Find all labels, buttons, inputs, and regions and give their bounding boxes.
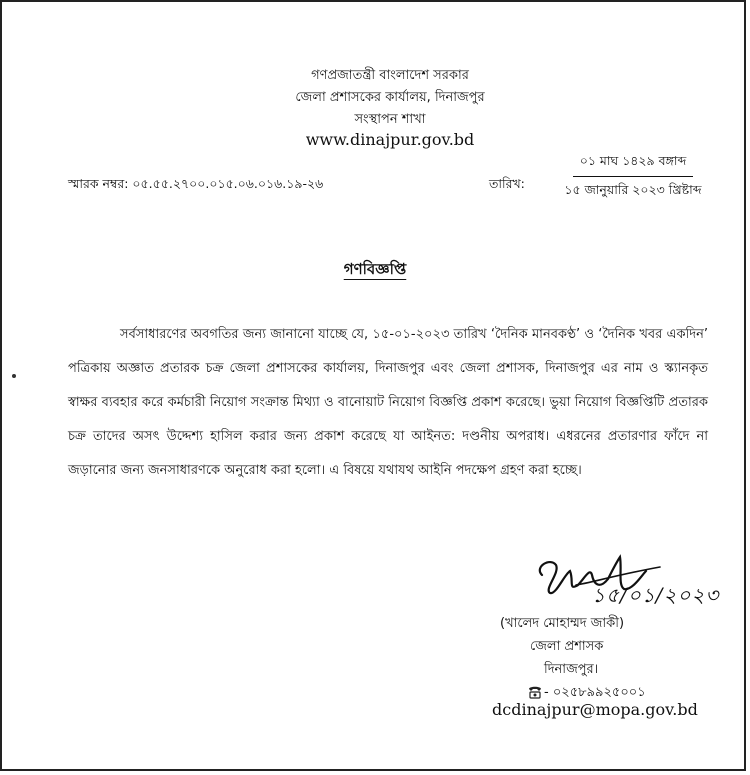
signatory-name: (খালেদ মোহাম্মদ জাকী)	[500, 616, 625, 631]
header-office: জেলা প্রশাসকের কার্যালয়, দিনাজপুর	[295, 90, 485, 105]
date-bangla: ০১ মাঘ ১৪২৯ বঙ্গাব্দ	[573, 153, 693, 177]
memo-number: স্মারক নম্বর: ০৫.৫৫.২৭০০.০১৫.০৬.০১৬.১৯-২৬	[68, 176, 324, 191]
date-label: তারিখ:	[489, 176, 525, 191]
signature-area	[520, 545, 730, 615]
signatory-block	[500, 612, 720, 704]
signatory-designation: জেলা প্রশাসক	[530, 639, 604, 654]
phone-number: - ০২৫৮৯৯২৫০০১	[544, 685, 646, 700]
header-website-link[interactable]: www.dinajpur.gov.bd	[305, 130, 475, 149]
signatory-office: দিনাজপুর।	[544, 662, 599, 677]
date-block	[553, 153, 713, 202]
margin-dot	[12, 374, 16, 378]
header-government: গণপ্রজাতন্ত্রী বাংলাদেশ সরকার	[311, 68, 469, 83]
notice-paragraph: সর্বসাধারণের অবগতির জন্য জানানো যাচ্ছে যে, ১৫-০১-২০২৩ তারিখ ‘দৈনিক মানবকণ্ঠ’ ও ‘দৈনিক খবর একদিন’ পত্রিকায় অজ্ঞাত প্রতারক চক্র জেলা প্রশাসকের কার্যালয়, দিনাজপুর এবং জেলা প্রশাসক, দিনাজপুর এর নাম ও স্ক্যানকৃত স্বাক্ষর ব্যবহার করে কর্মচারী নিয়োগ সংক্রান্ত মিথ্যা ও বানোয়াট নিয়োগ বিজ্ঞপ্তি প্রকাশ করেছে। ভুয়া নিয়োগ বিজ্ঞপ্তিটি প্রতারক চক্র তাদের অসৎ উদ্দেশ্য হাসিল করার জন্য প্রকাশ করেছে যা আইনত: দণ্ডনীয় অপরাধ। এধরনের প্রতারণার ফাঁদে না জড়ানোর জন্য জনসাধারণকে অনুরোধ করা হলো। এ বিষয়ে যথাযথ আইনি পদক্ষেপ গ্রহণ করা হচ্ছে।	[68, 327, 708, 478]
notice-body	[68, 318, 708, 488]
email-link[interactable]: dcdinajpur@mopa.gov.bd	[492, 700, 698, 719]
notice-title: গণবিজ্ঞপ্তি	[343, 260, 407, 278]
handwritten-date: ১৫/০১/২০২৩	[592, 583, 720, 607]
date-gregorian: ১৫ জানুয়ারি ২০২৩ খ্রিষ্টাব্দ	[564, 182, 702, 197]
header-section: সংস্থাপন শাখা	[354, 112, 426, 127]
